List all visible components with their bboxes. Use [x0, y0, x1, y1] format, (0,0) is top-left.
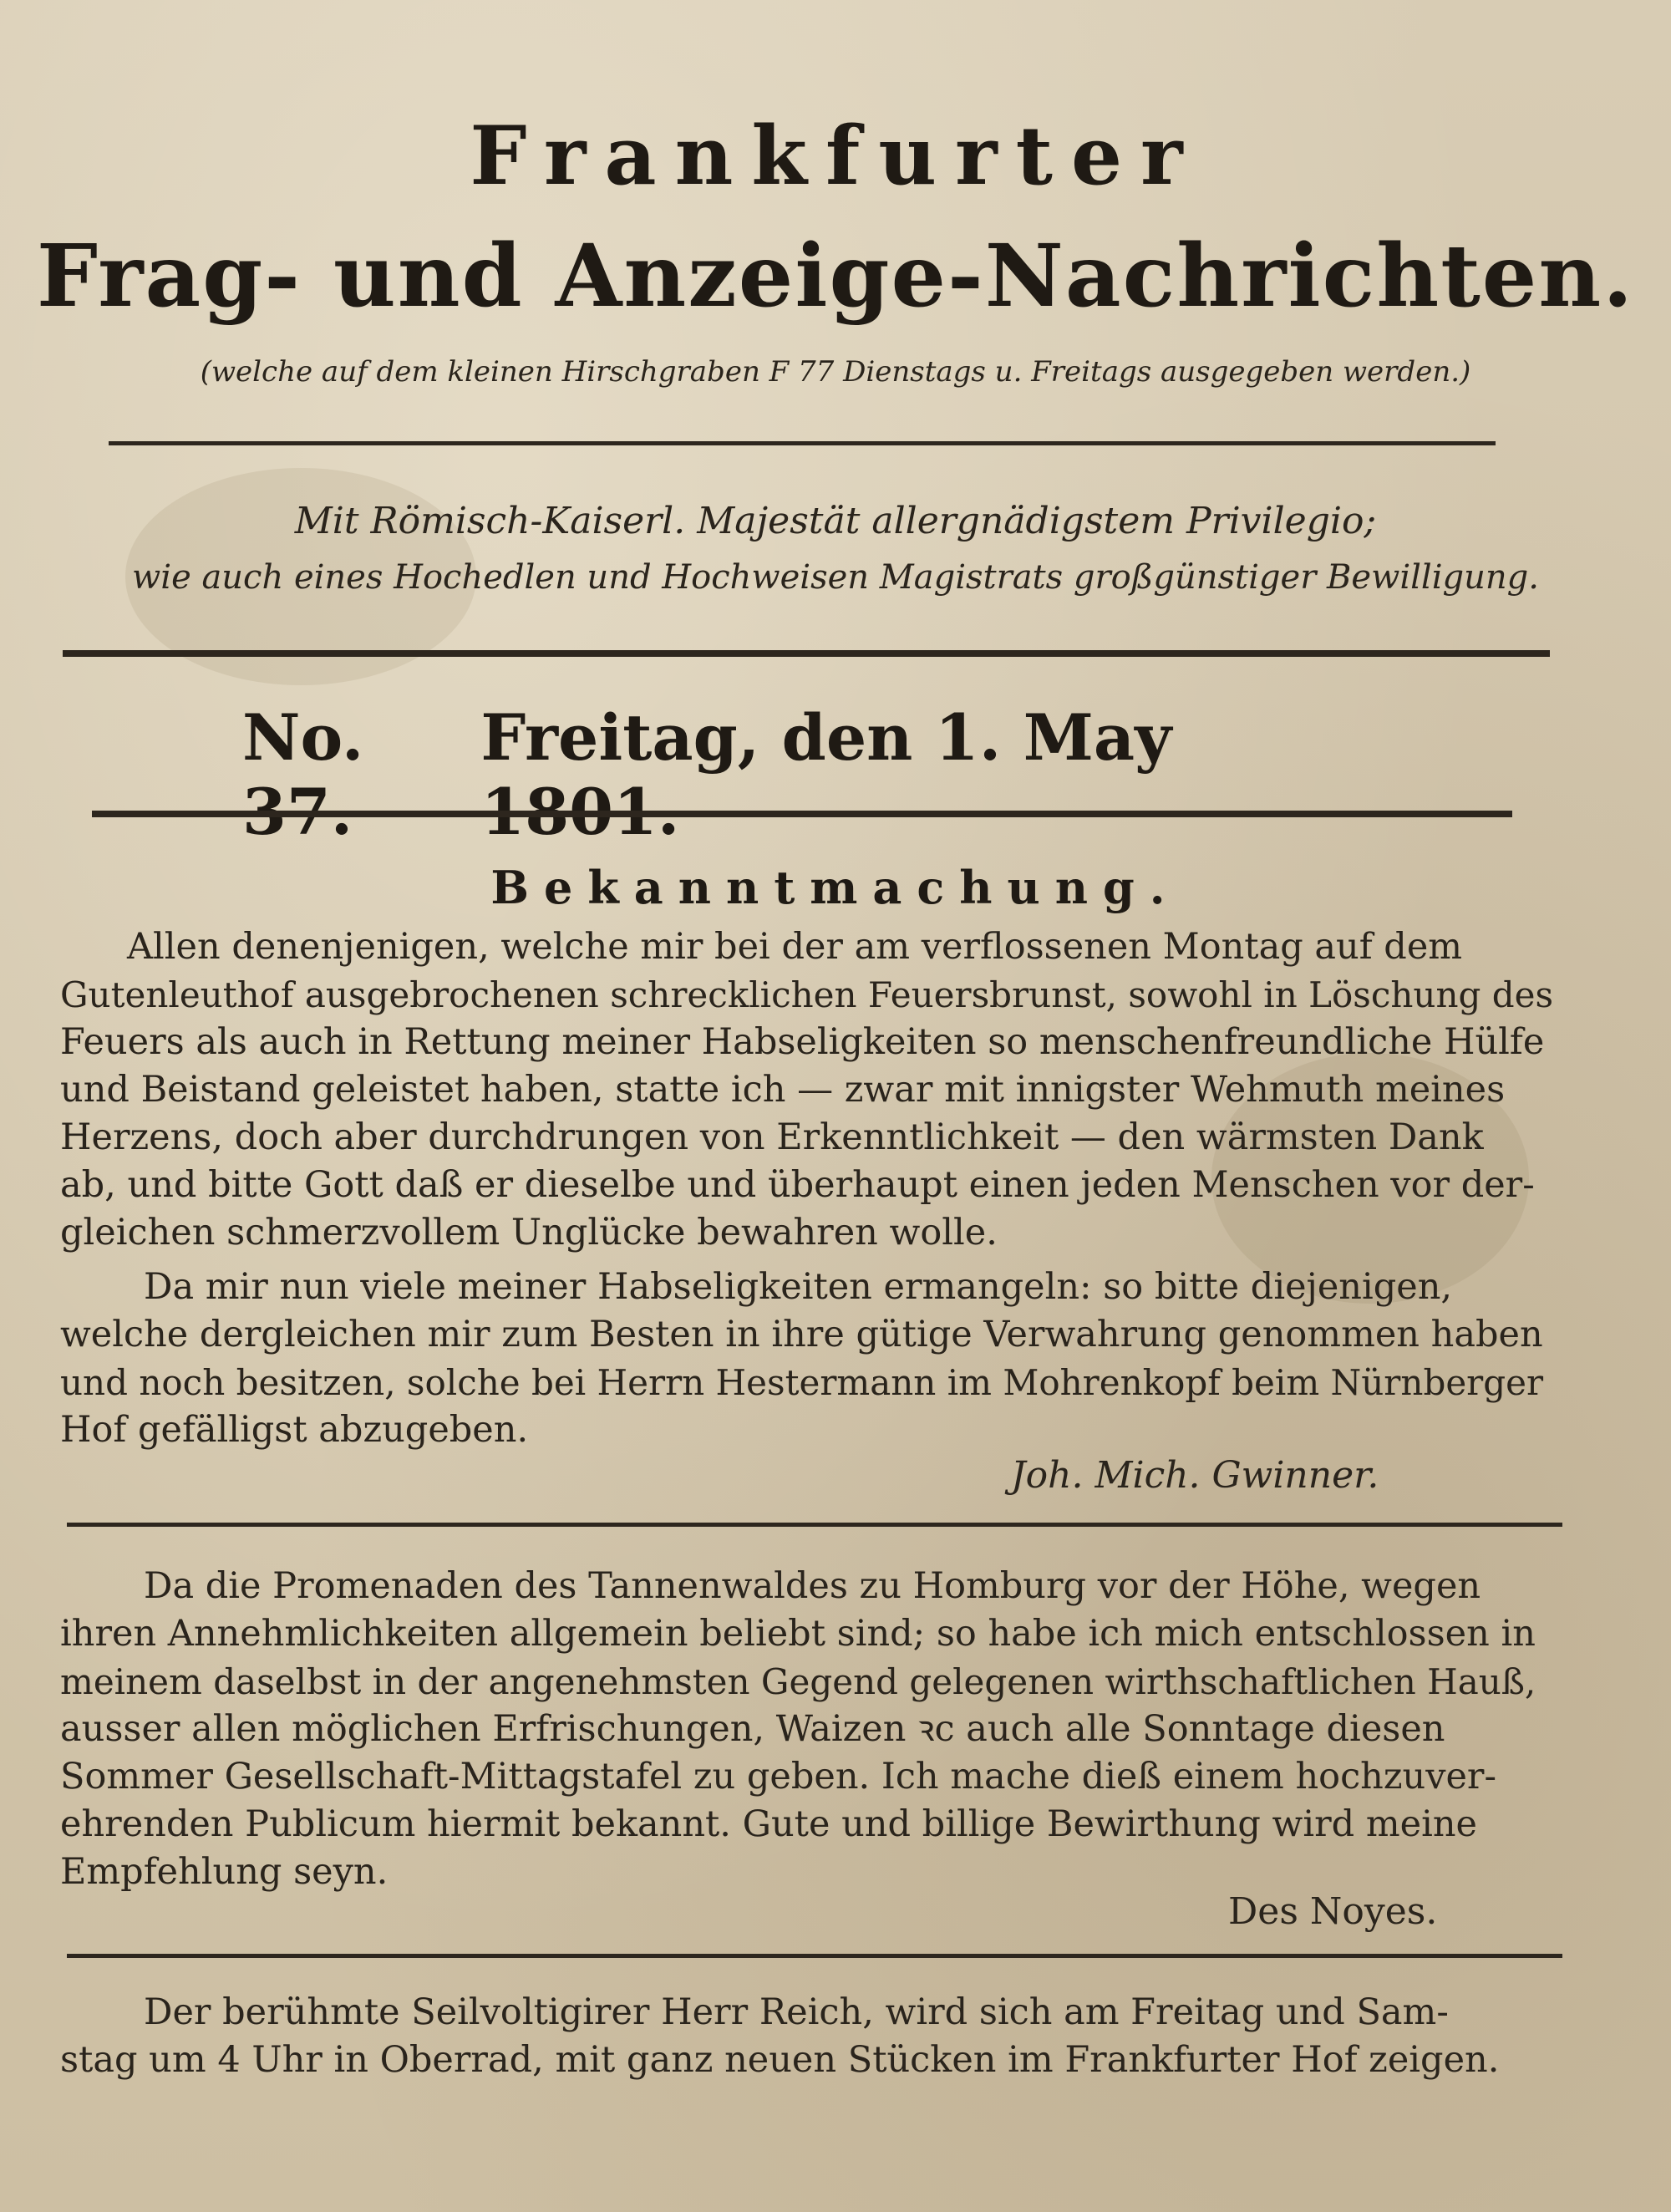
- text-line: Herzens, doch aber durchdrungen von Erkenntlichkeit — den wärmsten Dank: [60, 1116, 1484, 1158]
- signature-gwinner: Joh. Mich. Gwinner.: [1011, 1454, 1379, 1497]
- text-line: Da die Promenaden des Tannenwaldes zu Homburg vor der Höhe, wegen: [144, 1565, 1481, 1607]
- text-line: ab, und bitte Gott daß er dieselbe und überhaupt einen jeden Menschen vor der-: [60, 1164, 1535, 1206]
- text-line: Hof gefälligst abzugeben.: [60, 1409, 529, 1451]
- issue-number: No. 37.: [242, 700, 364, 849]
- privilege-line-1: Mit Römisch-Kaiserl. Majestät allergnädigstem Privilegio;: [294, 500, 1377, 542]
- text-line: und noch besitzen, solche bei Herrn Hestermann im Mohrenkopf beim Nürnberger: [60, 1362, 1544, 1403]
- notice-1-paragraph-1: [60, 923, 1556, 1257]
- text-line: Sommer Gesellschaft-Mittagstafel zu geben. Ich mache dieß einem hochzuver-: [60, 1756, 1497, 1798]
- text-line: gleichen schmerzvollem Unglücke bewahren wolle.: [60, 1212, 998, 1253]
- text-line: Der berühmte Seilvoltigirer Herr Reich, wird sich am Freitag und Sam-: [144, 1991, 1449, 2033]
- privilege-line-2: wie auch eines Hochedlen und Hochweisen Magistrats großgünstiger Bewilligung.: [132, 558, 1539, 597]
- text-line: ausser allen möglichen Erfrischungen, Waizen ꝛc auch alle Sonntage diesen: [60, 1708, 1445, 1750]
- text-line: stag um 4 Uhr in Oberrad, mit ganz neuen Stücken im Frankfurter Hof zeigen.: [60, 2039, 1500, 2081]
- text-line: meinem daselbst in der angenehmsten Gegend gelegenen wirthschaftlichen Hauß,: [60, 1661, 1536, 1702]
- divider-rule: [67, 1954, 1562, 1958]
- masthead-title: Frag- und Anzeige-Nachrichten.: [36, 226, 1635, 327]
- notice-title: Bekanntmachung.: [490, 861, 1181, 914]
- text-line: ehrenden Publicum hiermit bekannt. Gute und billige Bewirthung wird meine: [60, 1803, 1477, 1845]
- issue-date: Freitag, den 1. May 1801.: [480, 700, 1172, 849]
- divider-rule: [109, 441, 1496, 445]
- divider-rule: [92, 811, 1512, 817]
- signature-des-noyes: Des Noyes.: [1228, 1890, 1438, 1933]
- text-line: Empfehlung seyn.: [60, 1851, 389, 1893]
- notice-1-paragraph-2: [60, 1264, 1556, 1454]
- text-line: Feuers als auch in Rettung meiner Habseligkeiten so menschenfreundliche Hülfe: [60, 1021, 1545, 1063]
- masthead-subtitle: (welche auf dem kleinen Hirschgraben F 77 Dienstags u. Freitags ausgegeben werden.): [200, 355, 1471, 389]
- text-line: Da mir nun viele meiner Habseligkeiten ermangeln: so bitte diejenigen,: [144, 1266, 1453, 1308]
- issue-line: [84, 700, 1587, 849]
- divider-rule: [67, 1523, 1562, 1527]
- divider-rule: [63, 650, 1550, 657]
- notice-2-paragraph: [60, 1563, 1556, 1896]
- notice-3-paragraph: [60, 1989, 1556, 2084]
- text-line: ihren Annehmlichkeiten allgemein beliebt sind; so habe ich mich entschlossen in: [60, 1613, 1536, 1655]
- text-line: Allen denenjenigen, welche mir bei der am verflossenen Montag auf dem: [127, 926, 1463, 968]
- text-line: und Beistand geleistet haben, statte ich — zwar mit innigster Wehmuth meines: [60, 1069, 1506, 1111]
- text-line: welche dergleichen mir zum Besten in ihre gütige Verwahrung genommen haben: [60, 1314, 1543, 1355]
- text-line: Gutenleuthof ausgebrochenen schrecklichen Feuersbrunst, sowohl in Löschung des: [60, 974, 1554, 1015]
- masthead-city: Frankfurter: [470, 109, 1201, 203]
